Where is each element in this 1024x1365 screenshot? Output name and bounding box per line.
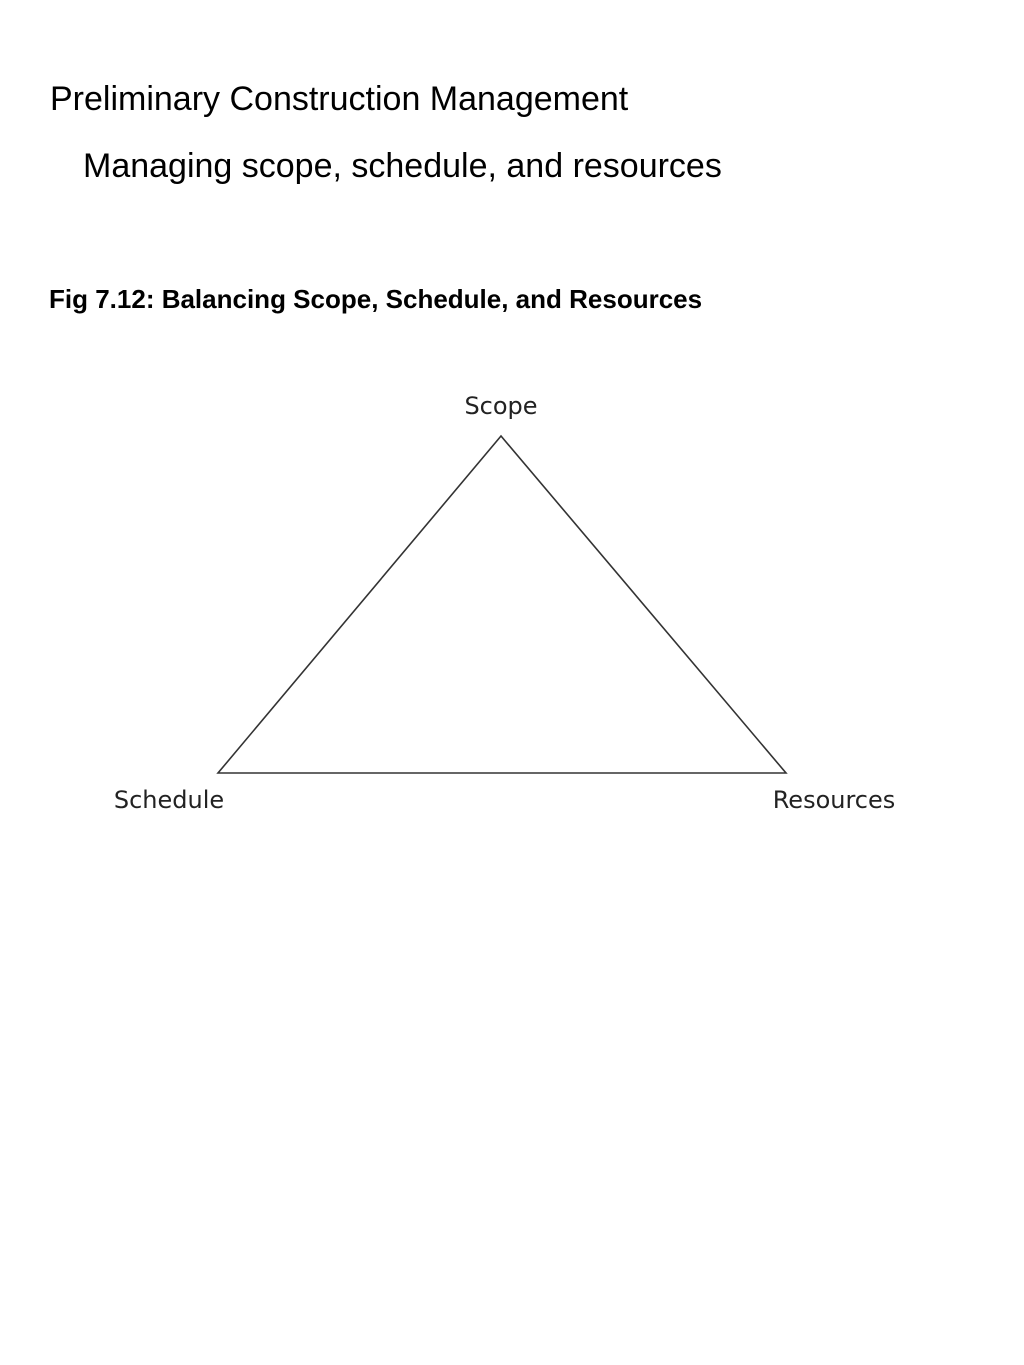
page-title: Preliminary Construction Management [50, 80, 629, 118]
vertex-label-schedule: Schedule [113, 786, 225, 814]
vertex-label-resources: Resources [772, 786, 896, 814]
page-subtitle: Managing scope, schedule, and resources [83, 147, 722, 185]
vertex-label-scope: Scope [464, 392, 538, 420]
triangle-shape [218, 436, 786, 773]
figure-caption: Fig 7.12: Balancing Scope, Schedule, and Resources [49, 284, 703, 314]
